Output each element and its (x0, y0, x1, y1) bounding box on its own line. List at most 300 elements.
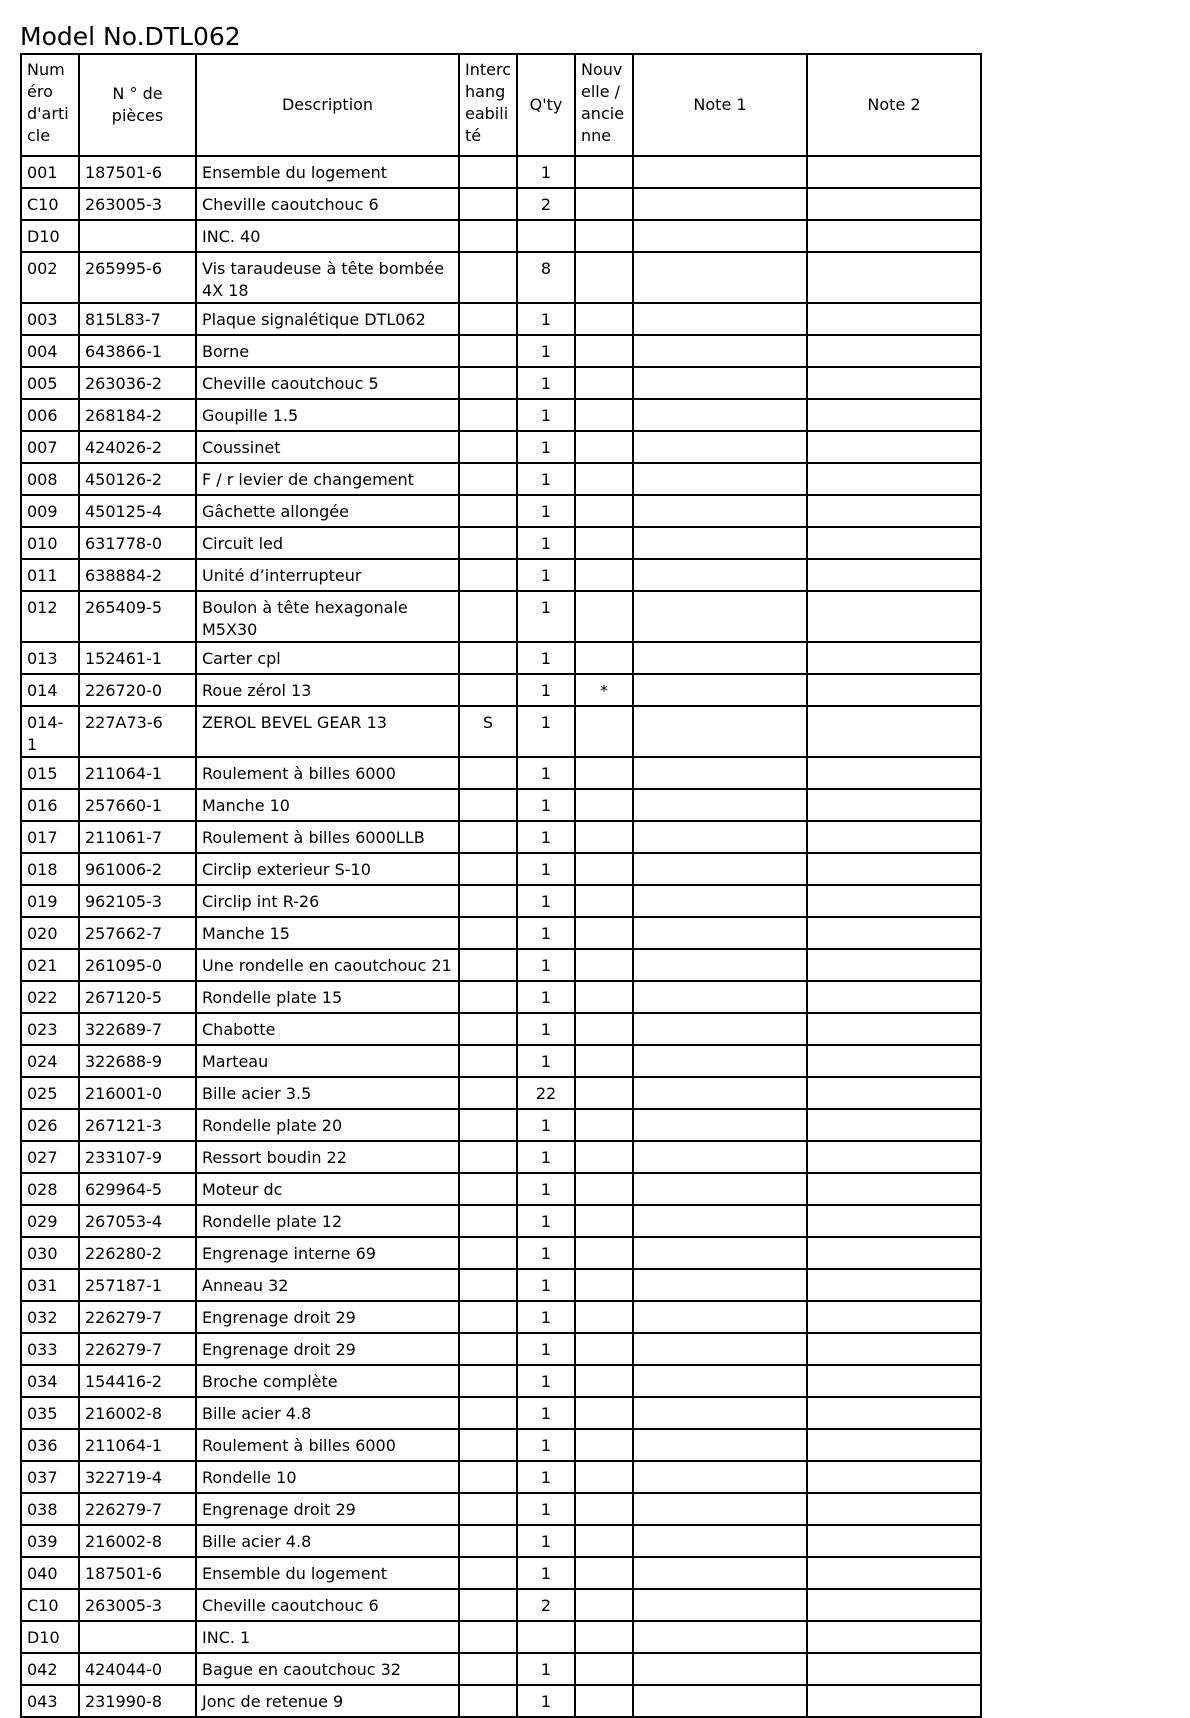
interchangeability-cell (459, 303, 517, 335)
interchangeability-cell (459, 527, 517, 559)
new-old-cell (575, 1237, 633, 1269)
item-number-cell: 033 (21, 1333, 79, 1365)
item-number-cell: 001 (21, 156, 79, 188)
item-number-cell: 006 (21, 399, 79, 431)
quantity-cell: 1 (517, 303, 575, 335)
new-old-cell (575, 917, 633, 949)
note-1-cell (633, 1461, 807, 1493)
note-1-cell (633, 917, 807, 949)
item-number-cell: 014 (21, 674, 79, 706)
interchangeability-cell (459, 1557, 517, 1589)
note-1-cell (633, 757, 807, 789)
part-number-cell: 233107-9 (79, 1141, 196, 1173)
header-item-number: Numéro d'article (21, 54, 79, 156)
note-2-cell (807, 252, 981, 303)
interchangeability-cell (459, 1269, 517, 1301)
item-number-cell: C10 (21, 1589, 79, 1621)
new-old-cell (575, 1685, 633, 1717)
new-old-cell (575, 1141, 633, 1173)
description-cell: Broche complète (196, 1365, 459, 1397)
new-old-cell (575, 1109, 633, 1141)
part-number-cell: 450125-4 (79, 495, 196, 527)
note-1-cell (633, 1237, 807, 1269)
new-old-cell (575, 1301, 633, 1333)
note-1-cell (633, 642, 807, 674)
interchangeability-cell: S (459, 706, 517, 757)
item-number-cell: 035 (21, 1397, 79, 1429)
table-row (21, 1237, 981, 1269)
note-2-cell (807, 188, 981, 220)
interchangeability-cell (459, 642, 517, 674)
quantity-cell: 1 (517, 853, 575, 885)
note-2-cell (807, 1141, 981, 1173)
table-row (21, 1365, 981, 1397)
description-cell: Engrenage interne 69 (196, 1237, 459, 1269)
quantity-cell: 1 (517, 1365, 575, 1397)
table-row (21, 156, 981, 188)
description-cell: Bille acier 3.5 (196, 1077, 459, 1109)
quantity-cell: 1 (517, 1269, 575, 1301)
description-cell: Jonc de retenue 9 (196, 1685, 459, 1717)
description-cell: Goupille 1.5 (196, 399, 459, 431)
quantity-cell: 1 (517, 559, 575, 591)
description-cell: Roulement à billes 6000 (196, 757, 459, 789)
part-number-cell: 154416-2 (79, 1365, 196, 1397)
item-number-cell: 018 (21, 853, 79, 885)
new-old-cell (575, 789, 633, 821)
new-old-cell (575, 335, 633, 367)
interchangeability-cell (459, 156, 517, 188)
header-new-old: Nouvelle / ancienne (575, 54, 633, 156)
interchangeability-cell (459, 188, 517, 220)
note-2-cell (807, 1269, 981, 1301)
description-cell: Cheville caoutchouc 5 (196, 367, 459, 399)
quantity-cell: 1 (517, 981, 575, 1013)
note-2-cell (807, 1173, 981, 1205)
interchangeability-cell (459, 1077, 517, 1109)
note-1-cell (633, 156, 807, 188)
interchangeability-cell (459, 335, 517, 367)
table-row (21, 853, 981, 885)
interchangeability-cell (459, 789, 517, 821)
item-number-cell: 024 (21, 1045, 79, 1077)
item-number-cell: 010 (21, 527, 79, 559)
parts-table (20, 53, 982, 1718)
header-quantity: Q'ty (517, 54, 575, 156)
part-number-cell: 268184-2 (79, 399, 196, 431)
part-number-cell: 643866-1 (79, 335, 196, 367)
new-old-cell (575, 463, 633, 495)
new-old-cell (575, 1269, 633, 1301)
header-description: Description (196, 54, 459, 156)
description-cell: Circlip exterieur S-10 (196, 853, 459, 885)
new-old-cell (575, 642, 633, 674)
note-2-cell (807, 559, 981, 591)
part-number-cell: 961006-2 (79, 853, 196, 885)
item-number-cell: C10 (21, 188, 79, 220)
description-cell: Vis taraudeuse à tête bombée 4X 18 (196, 252, 459, 303)
interchangeability-cell (459, 1333, 517, 1365)
table-row (21, 463, 981, 495)
note-1-cell (633, 981, 807, 1013)
description-cell: Roulement à billes 6000 (196, 1429, 459, 1461)
part-number-cell: 629964-5 (79, 1173, 196, 1205)
note-2-cell (807, 821, 981, 853)
part-number-cell: 322719-4 (79, 1461, 196, 1493)
interchangeability-cell (459, 1237, 517, 1269)
item-number-cell: 037 (21, 1461, 79, 1493)
new-old-cell (575, 1013, 633, 1045)
new-old-cell (575, 156, 633, 188)
note-1-cell (633, 885, 807, 917)
note-1-cell (633, 1045, 807, 1077)
table-row (21, 1493, 981, 1525)
part-number-cell: 226720-0 (79, 674, 196, 706)
item-number-cell: D10 (21, 1621, 79, 1653)
quantity-cell: 1 (517, 1397, 575, 1429)
note-1-cell (633, 1429, 807, 1461)
item-number-cell: 043 (21, 1685, 79, 1717)
note-2-cell (807, 674, 981, 706)
item-number-cell: 029 (21, 1205, 79, 1237)
note-1-cell (633, 527, 807, 559)
description-cell: Bague en caoutchouc 32 (196, 1653, 459, 1685)
new-old-cell (575, 1333, 633, 1365)
part-number-cell: 638884-2 (79, 559, 196, 591)
part-number-cell: 257187-1 (79, 1269, 196, 1301)
description-cell: Circlip int R-26 (196, 885, 459, 917)
note-1-cell (633, 1205, 807, 1237)
new-old-cell (575, 527, 633, 559)
item-number-cell: 005 (21, 367, 79, 399)
note-2-cell (807, 917, 981, 949)
interchangeability-cell (459, 463, 517, 495)
part-number-cell: 187501-6 (79, 1557, 196, 1589)
new-old-cell (575, 188, 633, 220)
table-row (21, 188, 981, 220)
new-old-cell (575, 853, 633, 885)
description-cell: Engrenage droit 29 (196, 1301, 459, 1333)
note-2-cell (807, 1109, 981, 1141)
table-row (21, 591, 981, 642)
part-number-cell: 265409-5 (79, 591, 196, 642)
quantity-cell: 1 (517, 1045, 575, 1077)
quantity-cell: 1 (517, 757, 575, 789)
note-1-cell (633, 188, 807, 220)
description-cell: Rondelle 10 (196, 1461, 459, 1493)
part-number-cell: 424044-0 (79, 1653, 196, 1685)
note-1-cell (633, 1621, 807, 1653)
description-cell: Engrenage droit 29 (196, 1333, 459, 1365)
interchangeability-cell (459, 591, 517, 642)
note-1-cell (633, 1685, 807, 1717)
new-old-cell (575, 1429, 633, 1461)
interchangeability-cell (459, 674, 517, 706)
description-cell: Manche 15 (196, 917, 459, 949)
description-cell: Cheville caoutchouc 6 (196, 188, 459, 220)
note-2-cell (807, 853, 981, 885)
note-2-cell (807, 399, 981, 431)
new-old-cell (575, 949, 633, 981)
description-cell: Anneau 32 (196, 1269, 459, 1301)
new-old-cell (575, 303, 633, 335)
interchangeability-cell (459, 1653, 517, 1685)
item-number-cell: 009 (21, 495, 79, 527)
quantity-cell: 1 (517, 1237, 575, 1269)
new-old-cell (575, 1461, 633, 1493)
header-note-1: Note 1 (633, 54, 807, 156)
table-row (21, 1205, 981, 1237)
page-title: Model No.DTL062 (20, 22, 241, 51)
note-2-cell (807, 1301, 981, 1333)
item-number-cell: 020 (21, 917, 79, 949)
note-2-cell (807, 1653, 981, 1685)
description-cell: Engrenage droit 29 (196, 1493, 459, 1525)
quantity-cell: 1 (517, 335, 575, 367)
table-row (21, 1525, 981, 1557)
note-2-cell (807, 642, 981, 674)
note-2-cell (807, 981, 981, 1013)
interchangeability-cell (459, 1525, 517, 1557)
note-1-cell (633, 1141, 807, 1173)
description-cell: INC. 1 (196, 1621, 459, 1653)
part-number-cell (79, 1621, 196, 1653)
interchangeability-cell (459, 1013, 517, 1045)
quantity-cell (517, 1621, 575, 1653)
part-number-cell: 263005-3 (79, 188, 196, 220)
quantity-cell: 2 (517, 1589, 575, 1621)
part-number-cell: 152461-1 (79, 642, 196, 674)
note-2-cell (807, 303, 981, 335)
description-cell: Cheville caoutchouc 6 (196, 1589, 459, 1621)
new-old-cell (575, 1397, 633, 1429)
item-number-cell: 030 (21, 1237, 79, 1269)
note-1-cell (633, 495, 807, 527)
note-2-cell (807, 1493, 981, 1525)
note-2-cell (807, 1525, 981, 1557)
item-number-cell: 016 (21, 789, 79, 821)
header-row (21, 54, 981, 156)
description-cell: Roulement à billes 6000LLB (196, 821, 459, 853)
item-number-cell: 038 (21, 1493, 79, 1525)
note-1-cell (633, 399, 807, 431)
new-old-cell (575, 495, 633, 527)
quantity-cell: 1 (517, 527, 575, 559)
description-cell: Coussinet (196, 431, 459, 463)
item-number-cell: 002 (21, 252, 79, 303)
quantity-cell (517, 220, 575, 252)
part-number-cell: 261095-0 (79, 949, 196, 981)
new-old-cell (575, 1077, 633, 1109)
new-old-cell (575, 757, 633, 789)
new-old-cell (575, 559, 633, 591)
note-2-cell (807, 1237, 981, 1269)
quantity-cell: 1 (517, 1525, 575, 1557)
table-row (21, 789, 981, 821)
table-row (21, 1461, 981, 1493)
part-number-cell: 211064-1 (79, 757, 196, 789)
note-1-cell (633, 220, 807, 252)
note-2-cell (807, 156, 981, 188)
quantity-cell: 1 (517, 789, 575, 821)
table-row (21, 431, 981, 463)
new-old-cell (575, 885, 633, 917)
note-1-cell (633, 1013, 807, 1045)
table-row (21, 1685, 981, 1717)
table-row (21, 1269, 981, 1301)
new-old-cell (575, 1621, 633, 1653)
new-old-cell (575, 367, 633, 399)
quantity-cell: 1 (517, 156, 575, 188)
item-number-cell: 011 (21, 559, 79, 591)
description-cell: Plaque signalétique DTL062 (196, 303, 459, 335)
quantity-cell: 1 (517, 1557, 575, 1589)
quantity-cell: 1 (517, 495, 575, 527)
table-row (21, 917, 981, 949)
new-old-cell (575, 1589, 633, 1621)
note-2-cell (807, 591, 981, 642)
interchangeability-cell (459, 757, 517, 789)
interchangeability-cell (459, 1045, 517, 1077)
parts-table-body (21, 156, 981, 1717)
item-number-cell: 008 (21, 463, 79, 495)
part-number-cell: 265995-6 (79, 252, 196, 303)
quantity-cell: 1 (517, 885, 575, 917)
quantity-cell: 1 (517, 1205, 575, 1237)
new-old-cell (575, 399, 633, 431)
note-2-cell (807, 335, 981, 367)
note-1-cell (633, 1333, 807, 1365)
quantity-cell: 8 (517, 252, 575, 303)
table-row (21, 1013, 981, 1045)
new-old-cell (575, 220, 633, 252)
part-number-cell: 322688-9 (79, 1045, 196, 1077)
description-cell: Rondelle plate 20 (196, 1109, 459, 1141)
note-1-cell (633, 463, 807, 495)
table-row (21, 981, 981, 1013)
table-row (21, 949, 981, 981)
interchangeability-cell (459, 1461, 517, 1493)
table-row (21, 252, 981, 303)
note-2-cell (807, 1397, 981, 1429)
description-cell: Circuit led (196, 527, 459, 559)
note-2-cell (807, 1621, 981, 1653)
description-cell: Boulon à tête hexagonale M5X30 (196, 591, 459, 642)
interchangeability-cell (459, 1365, 517, 1397)
part-number-cell: 424026-2 (79, 431, 196, 463)
note-2-cell (807, 431, 981, 463)
part-number-cell (79, 220, 196, 252)
new-old-cell (575, 1557, 633, 1589)
item-number-cell: 012 (21, 591, 79, 642)
note-1-cell (633, 853, 807, 885)
item-number-cell: 028 (21, 1173, 79, 1205)
note-1-cell (633, 1077, 807, 1109)
interchangeability-cell (459, 399, 517, 431)
table-row (21, 495, 981, 527)
description-cell: Ensemble du logement (196, 156, 459, 188)
quantity-cell: 1 (517, 1301, 575, 1333)
item-number-cell: 013 (21, 642, 79, 674)
note-1-cell (633, 674, 807, 706)
interchangeability-cell (459, 431, 517, 463)
description-cell: Chabotte (196, 1013, 459, 1045)
interchangeability-cell (459, 949, 517, 981)
note-2-cell (807, 1045, 981, 1077)
interchangeability-cell (459, 1493, 517, 1525)
note-1-cell (633, 1557, 807, 1589)
note-1-cell (633, 559, 807, 591)
part-number-cell: 216002-8 (79, 1525, 196, 1557)
part-number-cell: 227A73-6 (79, 706, 196, 757)
new-old-cell (575, 591, 633, 642)
new-old-cell (575, 821, 633, 853)
interchangeability-cell (459, 1141, 517, 1173)
note-2-cell (807, 949, 981, 981)
quantity-cell: 1 (517, 949, 575, 981)
table-row (21, 1653, 981, 1685)
description-cell: Rondelle plate 15 (196, 981, 459, 1013)
new-old-cell (575, 1205, 633, 1237)
table-row (21, 1173, 981, 1205)
interchangeability-cell (459, 1589, 517, 1621)
note-2-cell (807, 1013, 981, 1045)
quantity-cell: 22 (517, 1077, 575, 1109)
quantity-cell: 1 (517, 399, 575, 431)
part-number-cell: 226279-7 (79, 1301, 196, 1333)
note-1-cell (633, 949, 807, 981)
quantity-cell: 1 (517, 1013, 575, 1045)
note-1-cell (633, 789, 807, 821)
item-number-cell: 036 (21, 1429, 79, 1461)
table-row (21, 1589, 981, 1621)
new-old-cell (575, 706, 633, 757)
part-number-cell: 631778-0 (79, 527, 196, 559)
note-2-cell (807, 495, 981, 527)
description-cell: Borne (196, 335, 459, 367)
description-cell: Une rondelle en caoutchouc 21 (196, 949, 459, 981)
header-part-number: N ° de pièces (79, 54, 196, 156)
new-old-cell: * (575, 674, 633, 706)
quantity-cell: 1 (517, 1685, 575, 1717)
note-2-cell (807, 706, 981, 757)
table-row (21, 303, 981, 335)
note-1-cell (633, 1109, 807, 1141)
table-row (21, 642, 981, 674)
part-number-cell: 211061-7 (79, 821, 196, 853)
quantity-cell: 1 (517, 1333, 575, 1365)
item-number-cell: 032 (21, 1301, 79, 1333)
quantity-cell: 1 (517, 1429, 575, 1461)
table-row (21, 1621, 981, 1653)
interchangeability-cell (459, 559, 517, 591)
description-cell: Bille acier 4.8 (196, 1397, 459, 1429)
part-number-cell: 322689-7 (79, 1013, 196, 1045)
part-number-cell: 263005-3 (79, 1589, 196, 1621)
table-row (21, 335, 981, 367)
interchangeability-cell (459, 917, 517, 949)
table-row (21, 1397, 981, 1429)
new-old-cell (575, 252, 633, 303)
interchangeability-cell (459, 885, 517, 917)
note-1-cell (633, 1653, 807, 1685)
item-number-cell: 025 (21, 1077, 79, 1109)
new-old-cell (575, 431, 633, 463)
interchangeability-cell (459, 1173, 517, 1205)
note-2-cell (807, 527, 981, 559)
new-old-cell (575, 981, 633, 1013)
note-2-cell (807, 220, 981, 252)
